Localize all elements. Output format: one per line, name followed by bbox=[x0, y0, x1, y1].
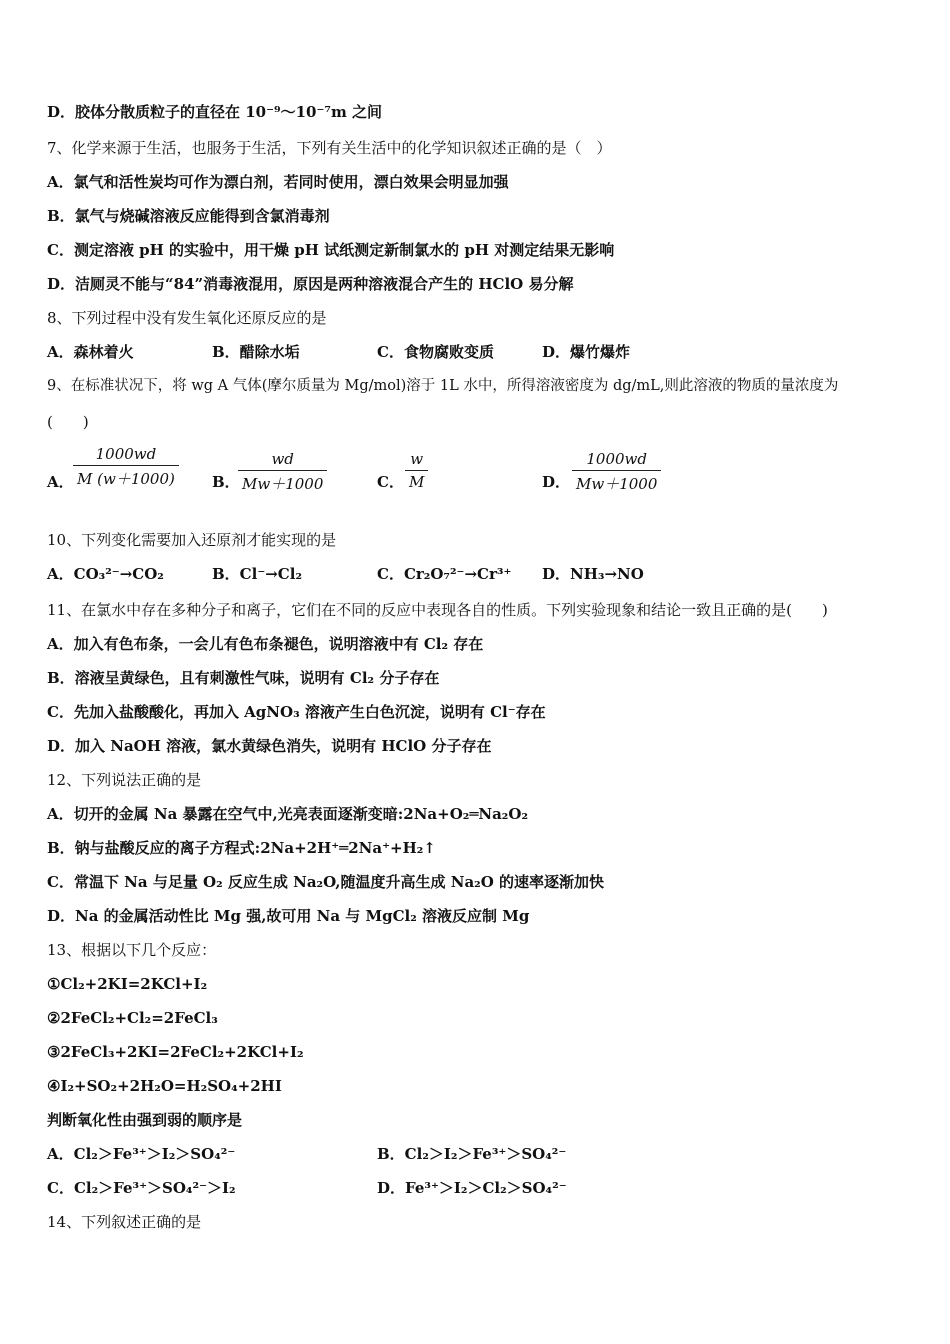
q9-option-d-fraction bbox=[572, 450, 661, 494]
q13-reaction-1: ①Cl₂+2KI=2KCl+I₂ bbox=[47, 975, 208, 993]
q9-b-denominator: Mw＋1000 bbox=[242, 475, 324, 493]
q9-option-a-fraction bbox=[73, 445, 179, 489]
q10-option-c[interactable]: C．Cr₂O₇²⁻→Cr³⁺ bbox=[377, 565, 512, 583]
q9-stem: 9、在标准状况下，将 wg A 气体(摩尔质量为 Mg/mol)溶于 1L 水中，所得溶液密度为 dg/mL,则此溶液的物质的量浓度为 bbox=[47, 378, 839, 394]
q11-option-b[interactable]: B．溶液呈黄绿色，且有刺激性气味，说明有 Cl₂ 分子存在 bbox=[47, 669, 440, 687]
q13-stem: 13、根据以下几个反应： bbox=[47, 941, 217, 959]
q11-option-a[interactable]: A．加入有色布条，一会儿有色布条褪色，说明溶液中有 Cl₂ 存在 bbox=[47, 635, 484, 653]
q7-option-d[interactable]: D．洁厕灵不能与“84”消毒液混用，原因是两种溶液混合产生的 HClO 易分解 bbox=[47, 275, 574, 293]
q9-a-numerator: 1000wd bbox=[95, 445, 157, 463]
q9-option-b-fraction bbox=[238, 450, 327, 494]
q12-stem: 12、下列说法正确的是 bbox=[47, 771, 202, 789]
q13-option-a[interactable]: A．Cl₂＞Fe³⁺＞I₂＞SO₄²⁻ bbox=[47, 1145, 236, 1163]
fraction-bar bbox=[405, 470, 428, 471]
fraction-bar bbox=[238, 470, 327, 471]
q13-reaction-3: ③2FeCl₃+2KI=2FeCl₂+2KCl+I₂ bbox=[47, 1043, 304, 1061]
q7-stem: 7、化学来源于生活，也服务于生活，下列有关生活中的化学知识叙述正确的是（ ） bbox=[47, 139, 612, 157]
q9-option-c-label[interactable]: C． bbox=[377, 473, 404, 491]
q8-option-a[interactable]: A．森林着火 bbox=[47, 343, 134, 361]
fraction-bar bbox=[572, 470, 661, 471]
q9-b-numerator: wd bbox=[271, 450, 294, 468]
fraction-bar bbox=[73, 465, 179, 466]
q8-option-d[interactable]: D．爆竹爆炸 bbox=[542, 343, 631, 361]
q12-option-d[interactable]: D．Na 的金属活动性比 Mg 强,故可用 Na 与 MgCl₂ 溶液反应制 Mg bbox=[47, 907, 530, 925]
q13-judge-text: 判断氧化性由强到弱的顺序是 bbox=[47, 1111, 243, 1129]
q8-stem: 8、下列过程中没有发生氧化还原反应的是 bbox=[47, 309, 327, 327]
q7-option-c[interactable]: C．测定溶液 pH 的实验中，用干燥 pH 试纸测定新制氯水的 pH 对测定结果无影响 bbox=[47, 241, 615, 259]
q14-stem: 14、下列叙述正确的是 bbox=[47, 1213, 202, 1231]
q10-option-b[interactable]: B．Cl⁻→Cl₂ bbox=[212, 565, 303, 583]
q13-option-b[interactable]: B．Cl₂＞I₂＞Fe³⁺＞SO₄²⁻ bbox=[377, 1145, 567, 1163]
q9-option-c-fraction bbox=[405, 450, 428, 491]
q13-reaction-4: ④I₂+SO₂+2H₂O=H₂SO₄+2HI bbox=[47, 1077, 282, 1095]
q9-c-numerator: w bbox=[410, 450, 424, 468]
q7-option-b[interactable]: B．氯气与烧碱溶液反应能得到含氯消毒剂 bbox=[47, 207, 330, 225]
q12-option-b[interactable]: B．钠与盐酸反应的离子方程式:2Na+2H⁺═2Na⁺+H₂↑ bbox=[47, 839, 436, 857]
q12-option-a[interactable]: A．切开的金属 Na 暴露在空气中,光亮表面逐渐变暗:2Na+O₂═Na₂O₂ bbox=[47, 805, 529, 823]
q9-option-a-label[interactable]: A． bbox=[47, 473, 74, 491]
q12-option-c[interactable]: C．常温下 Na 与足量 O₂ 反应生成 Na₂O,随温度升高生成 Na₂O 的速率逐渐加快 bbox=[47, 873, 605, 891]
q7-option-a[interactable]: A．氯气和活性炭均可作为漂白剂，若同时使用，漂白效果会明显加强 bbox=[47, 173, 509, 191]
q13-reaction-2: ②2FeCl₂+Cl₂=2FeCl₃ bbox=[47, 1009, 218, 1027]
q13-option-c[interactable]: C．Cl₂＞Fe³⁺＞SO₄²⁻＞I₂ bbox=[47, 1179, 236, 1197]
q11-option-d[interactable]: D．加入 NaOH 溶液，氯水黄绿色消失，说明有 HClO 分子存在 bbox=[47, 737, 492, 755]
q11-stem: 11、在氯水中存在多种分子和离子，它们在不同的反应中表现各自的性质。下列实验现象和结论一致且正确的是( ) bbox=[47, 601, 828, 619]
q9-d-denominator: Mw＋1000 bbox=[576, 475, 658, 493]
q10-option-a[interactable]: A．CO₃²⁻→CO₂ bbox=[47, 565, 164, 583]
q13-option-d[interactable]: D．Fe³⁺＞I₂＞Cl₂＞SO₄²⁻ bbox=[377, 1179, 567, 1197]
q11-option-c[interactable]: C．先加入盐酸酸化，再加入 AgNO₃ 溶液产生白色沉淀，说明有 Cl⁻存在 bbox=[47, 703, 546, 721]
q6-option-d: D．胶体分散质粒子的直径在 10⁻⁹～10⁻⁷m 之间 bbox=[47, 103, 383, 121]
q8-option-c[interactable]: C．食物腐败变质 bbox=[377, 343, 494, 361]
q9-a-denominator: M (w＋1000) bbox=[77, 470, 175, 488]
q9-c-denominator: M bbox=[409, 473, 425, 491]
q9-answer-paren: ( ) bbox=[47, 413, 89, 431]
q9-d-numerator: 1000wd bbox=[586, 450, 647, 468]
q9-option-d-label[interactable]: D． bbox=[542, 473, 571, 491]
q8-option-b[interactable]: B．醋除水垢 bbox=[212, 343, 300, 361]
q10-option-d[interactable]: D．NH₃→NO bbox=[542, 565, 644, 583]
q9-option-b-label[interactable]: B． bbox=[212, 473, 240, 491]
q10-stem: 10、下列变化需要加入还原剂才能实现的是 bbox=[47, 531, 337, 549]
